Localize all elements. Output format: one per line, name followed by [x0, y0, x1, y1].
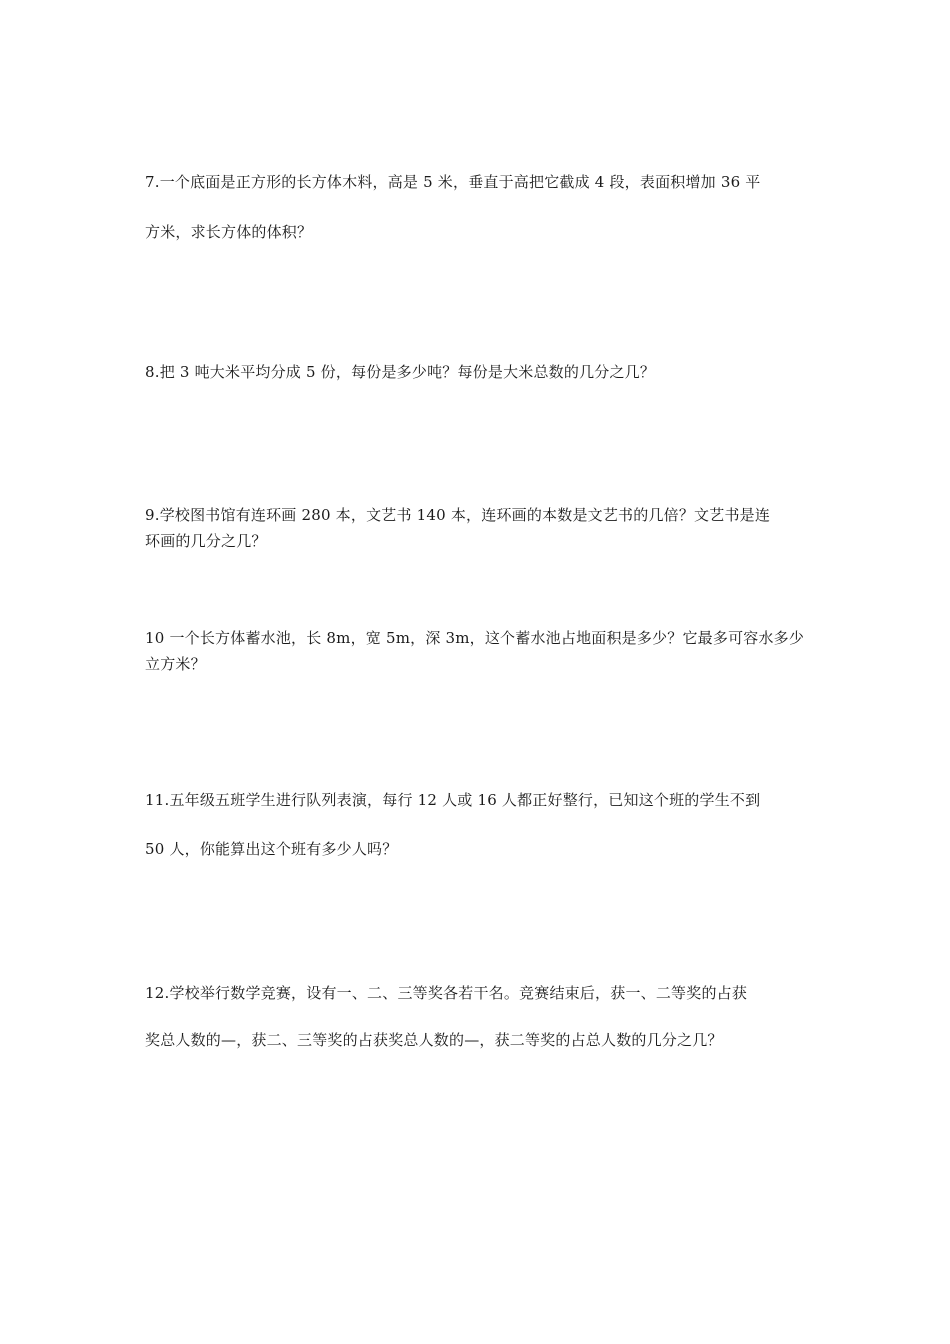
question-7-line-1: 7.一个底面是正方形的长方体木料，高是 5 米，垂直于高把它截成 4 段，表面积增加 36 平: [145, 173, 761, 191]
question-11-line-2: 50 人，你能算出这个班有多少人吗？: [145, 840, 398, 858]
question-11-line-1: 11.五年级五班学生进行队列表演，每行 12 人或 16 人都正好整行，已知这个班的学生不到: [145, 791, 761, 809]
question-8-line-1: 8.把 3 吨大米平均分成 5 份，每份是多少吨？每份是大米总数的几分之几？: [145, 363, 656, 381]
question-9-line-2: 环画的几分之几？: [145, 532, 267, 550]
question-12-line-1: 12.学校举行数学竞赛，设有一、二、三等奖各若干名。竞赛结束后，获一、二等奖的占获: [145, 984, 748, 1002]
question-12-line-2: 奖总人数的—，获二、三等奖的占获奖总人数的—，获二等奖的占总人数的几分之几？: [145, 1031, 723, 1049]
question-10-line-1: 10 一个长方体蓄水池，长 8m，宽 5m，深 3m，这个蓄水池占地面积是多少？它最多可容水多少: [145, 629, 805, 647]
question-9-line-1: 9.学校图书馆有连环画 280 本，文艺书 140 本，连环画的本数是文艺书的几倍？文艺书是连: [145, 506, 771, 524]
question-7-line-2: 方米，求长方体的体积？: [145, 223, 313, 241]
question-10-line-2: 立方米？: [145, 655, 206, 673]
